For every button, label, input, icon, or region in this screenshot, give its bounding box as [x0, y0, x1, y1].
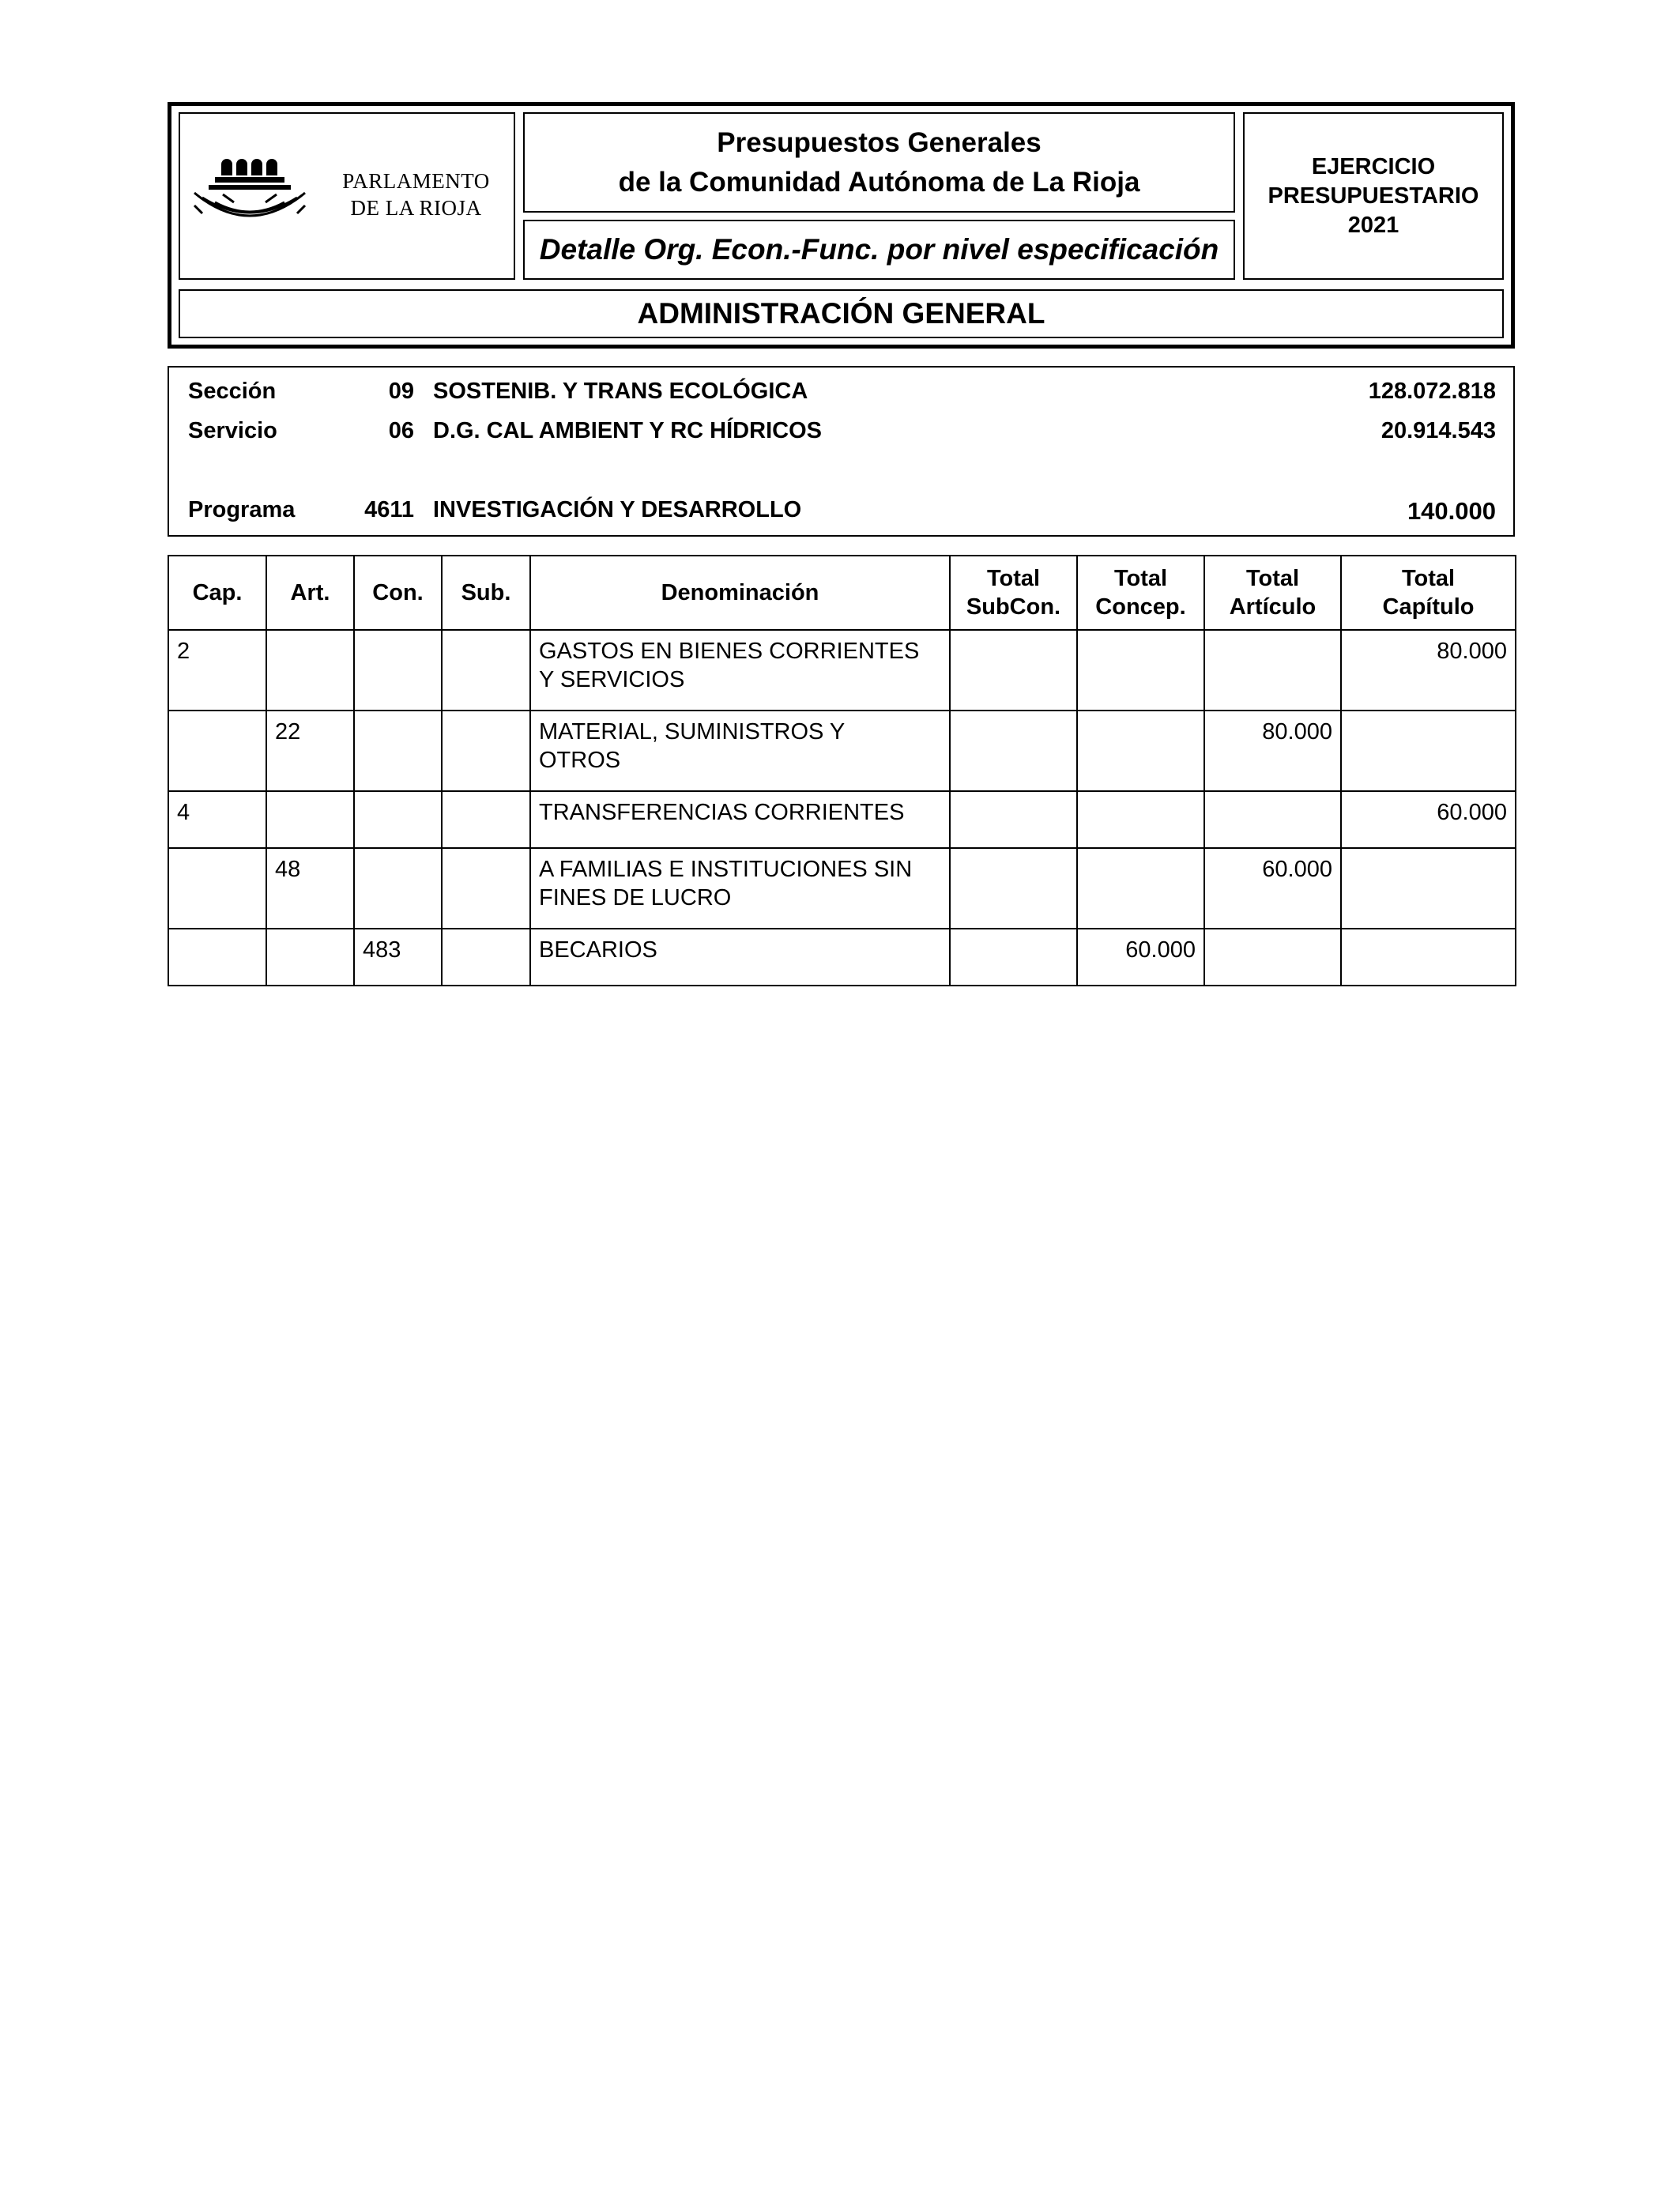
cell-cap — [168, 711, 266, 791]
admin-title: ADMINISTRACIÓN GENERAL — [637, 297, 1045, 330]
cell-cap — [168, 848, 266, 929]
denominacion-line: OTROS — [539, 748, 621, 773]
cell-art — [266, 630, 354, 711]
table-row — [168, 791, 1516, 848]
title-line1: Presupuestos Generales — [717, 126, 1042, 158]
table-row — [168, 848, 1516, 929]
table-row — [168, 929, 1516, 986]
header-art: Art. — [266, 556, 354, 630]
year-label-line2: PRESUPUESTARIO — [1268, 183, 1479, 209]
denominacion-line: FINES DE LUCRO — [539, 885, 732, 910]
servicio-code: 06 — [388, 418, 414, 443]
header-text: Total — [1401, 566, 1456, 591]
cell-total-subcon — [950, 711, 1077, 791]
logo-text-line2: DE LA RIOJA — [350, 196, 482, 220]
seccion-row — [169, 379, 1513, 410]
denominacion-line: A FAMILIAS E INSTITUCIONES SIN — [539, 857, 913, 882]
cell-cap: 2 — [168, 630, 266, 711]
cell-total-capitulo: 60.000 — [1341, 791, 1516, 848]
cell-con — [354, 848, 442, 929]
cell-total-concep — [1077, 630, 1204, 711]
cell-art: 48 — [266, 848, 354, 929]
servicio-name: D.G. CAL AMBIENT Y RC HÍDRICOS — [433, 418, 822, 443]
header-total-capitulo — [1341, 556, 1516, 630]
cell-sub — [442, 791, 530, 848]
cell-total-subcon — [950, 630, 1077, 711]
programa-label: Programa — [188, 497, 296, 522]
servicio-row — [169, 418, 1513, 450]
seccion-code: 09 — [388, 379, 414, 404]
denominacion-line: BECARIOS — [539, 937, 657, 963]
denominacion-line: TRANSFERENCIAS CORRIENTES — [539, 800, 905, 825]
section-info — [168, 366, 1515, 537]
denominacion-line: MATERIAL, SUMINISTROS Y — [539, 719, 846, 745]
cell-con: 483 — [354, 929, 442, 986]
cell-sub — [442, 929, 530, 986]
cell-denominacion — [530, 791, 950, 848]
cell-total-articulo — [1204, 630, 1341, 711]
header-total-articulo — [1204, 556, 1341, 630]
year-label-line1: EJERCICIO — [1311, 153, 1436, 179]
cell-total-concep — [1077, 848, 1204, 929]
cell-total-articulo — [1204, 929, 1341, 986]
seccion-amount: 128.072.818 — [1368, 379, 1496, 404]
cell-art — [266, 929, 354, 986]
cell-total-subcon — [950, 929, 1077, 986]
cell-con — [354, 630, 442, 711]
cell-total-capitulo — [1341, 848, 1516, 929]
cell-denominacion — [530, 630, 950, 711]
cell-total-articulo — [1204, 791, 1341, 848]
title-line2: de la Comunidad Autónoma de La Rioja — [618, 166, 1140, 198]
cell-sub — [442, 848, 530, 929]
cell-total-concep — [1077, 711, 1204, 791]
fiscal-year-block — [1243, 112, 1504, 280]
cell-denominacion — [530, 929, 950, 986]
cell-denominacion — [530, 711, 950, 791]
cell-sub — [442, 711, 530, 791]
cell-total-concep — [1077, 791, 1204, 848]
header-text: Concep. — [1095, 594, 1186, 620]
header-total-subcon — [950, 556, 1077, 630]
header-total-concep — [1077, 556, 1204, 630]
programa-amount: 140.000 — [1407, 497, 1496, 525]
cell-con — [354, 791, 442, 848]
header-text: SubCon. — [966, 594, 1061, 620]
cell-sub — [442, 630, 530, 711]
cell-total-capitulo — [1341, 711, 1516, 791]
cell-total-capitulo: 80.000 — [1341, 630, 1516, 711]
cell-total-subcon — [950, 791, 1077, 848]
cell-cap: 4 — [168, 791, 266, 848]
report-subtitle: Detalle Org. Econ.-Func. por nivel especificación — [539, 233, 1219, 266]
header-con: Con. — [354, 556, 442, 630]
table-row — [168, 711, 1516, 791]
header-sub: Sub. — [442, 556, 530, 630]
cell-art — [266, 791, 354, 848]
year-value: 2021 — [1347, 212, 1399, 238]
servicio-label: Servicio — [188, 418, 277, 443]
table-row — [168, 630, 1516, 711]
parliament-logo-icon — [191, 145, 326, 232]
servicio-amount: 20.914.543 — [1381, 418, 1496, 443]
header-text: Artículo — [1229, 594, 1317, 620]
header-text: Total — [1113, 566, 1168, 591]
cell-denominacion — [530, 848, 950, 929]
subtitle-block — [523, 220, 1235, 280]
admin-block — [179, 289, 1504, 338]
cell-art: 22 — [266, 711, 354, 791]
budget-table — [168, 555, 1516, 986]
table-header-row — [168, 556, 1516, 630]
header-denominacion: Denominación — [530, 556, 950, 630]
cell-cap — [168, 929, 266, 986]
programa-name: INVESTIGACIÓN Y DESARROLLO — [433, 497, 802, 522]
seccion-label: Sección — [188, 379, 277, 404]
logo-text-line1: PARLAMENTO — [342, 169, 490, 193]
logo-block — [179, 112, 515, 280]
header-text: Capítulo — [1382, 594, 1475, 620]
cell-total-capitulo — [1341, 929, 1516, 986]
seccion-name: SOSTENIB. Y TRANS ECOLÓGICA — [433, 379, 808, 404]
header-text: Total — [1245, 566, 1300, 591]
title-block — [523, 112, 1235, 213]
programa-code: 4611 — [364, 497, 414, 522]
denominacion-line: GASTOS EN BIENES CORRIENTES — [539, 639, 920, 664]
cell-total-articulo: 80.000 — [1204, 711, 1341, 791]
cell-total-concep: 60.000 — [1077, 929, 1204, 986]
denominacion-line: Y SERVICIOS — [539, 667, 685, 692]
header-text: Total — [986, 566, 1041, 591]
cell-total-subcon — [950, 848, 1077, 929]
cell-total-articulo: 60.000 — [1204, 848, 1341, 929]
cell-con — [354, 711, 442, 791]
header-cap: Cap. — [168, 556, 266, 630]
programa-row — [169, 497, 1513, 529]
